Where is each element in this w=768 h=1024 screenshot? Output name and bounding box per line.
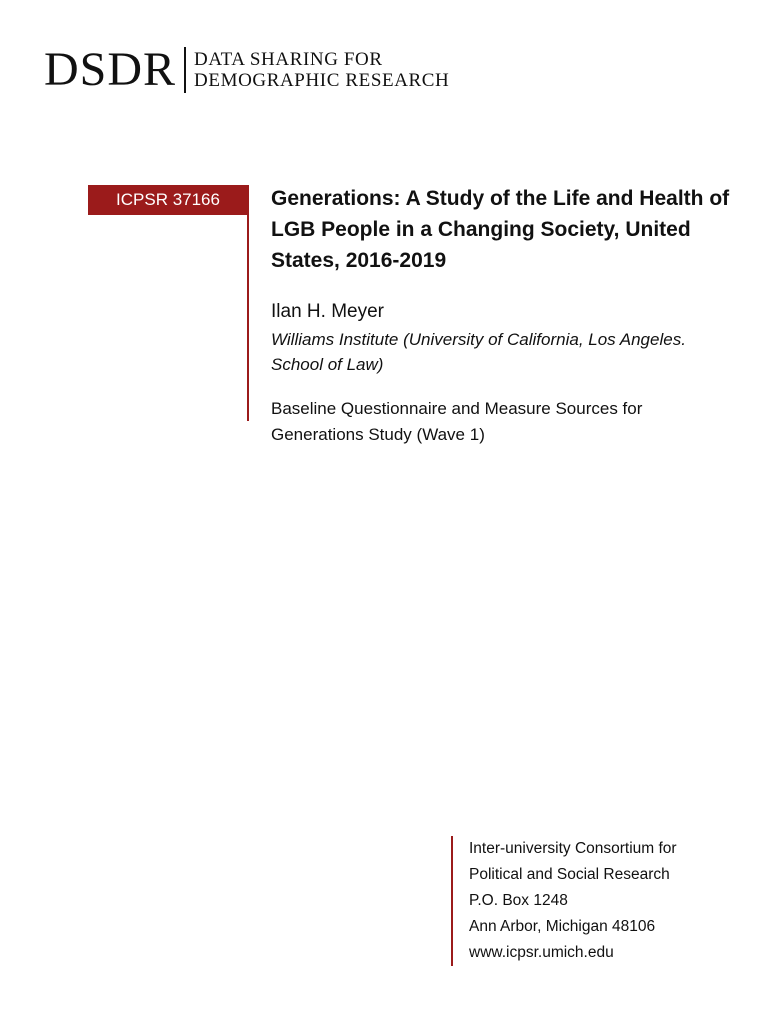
dsdr-logo [44,40,449,100]
logo-text-line-1: DATA SHARING FOR [194,49,383,70]
logo-divider [184,47,186,93]
logo-mark: DSDR [44,43,177,96]
title-divider-rule [247,185,249,421]
address-line-2: Political and Social Research [469,866,670,883]
author-affiliation: Williams Institute (University of California, Los Angeles. School of Law) [271,330,686,374]
author-name: Ilan H. Meyer [271,301,384,322]
study-id-badge: ICPSR 37166 [88,185,248,215]
logo-text-line-2: DEMOGRAPHIC RESEARCH [194,70,450,91]
logo-text [194,49,449,91]
address-line-4: Ann Arbor, Michigan 48106 [469,918,656,935]
main-content [271,183,731,448]
address-line-3: P.O. Box 1248 [469,892,568,909]
website-link[interactable]: www.icpsr.umich.edu [469,944,614,961]
address-line-1: Inter-university Consortium for [469,840,677,857]
document-subtitle: Baseline Questionnaire and Measure Sources for Generations Study (Wave 1) [271,399,643,444]
publisher-address [469,836,677,966]
address-divider-rule [451,836,453,966]
document-title: Generations: A Study of the Life and Health of LGB People in a Changing Society, United States, 2016-2019 [271,187,730,272]
